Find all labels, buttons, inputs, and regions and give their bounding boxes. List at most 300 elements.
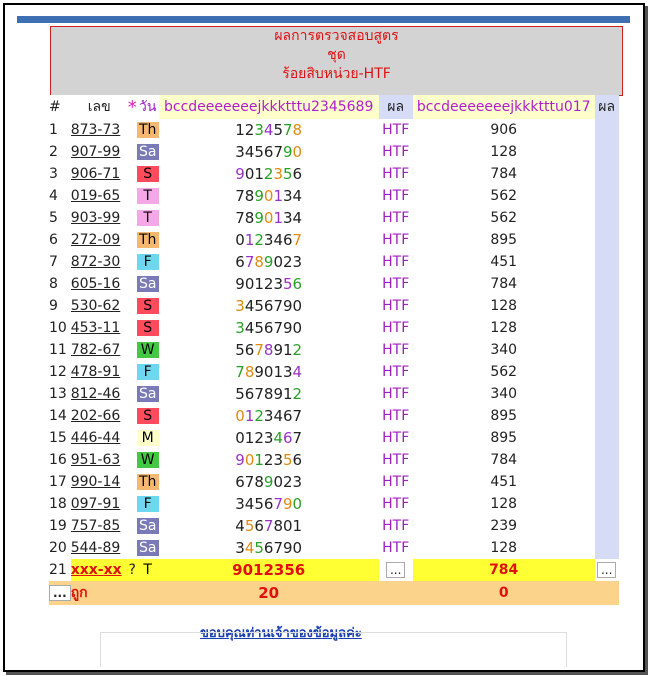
row-number-cell xyxy=(71,559,128,581)
row-value: 128 xyxy=(490,540,518,556)
row-result: HTF xyxy=(382,474,410,490)
digit-group: 0 xyxy=(235,231,245,249)
digit-group: 9 xyxy=(254,209,264,227)
digit-group: 678 xyxy=(235,473,264,491)
digit-group: 5678 xyxy=(235,385,274,403)
row-end-cell xyxy=(595,361,619,383)
row-day-cell xyxy=(137,163,159,185)
row-number-cell xyxy=(71,251,128,273)
expand-button[interactable]: ... xyxy=(597,562,616,578)
row-number-cell xyxy=(71,119,128,141)
row-digits xyxy=(159,317,379,339)
table-row xyxy=(49,361,619,383)
row-number-link[interactable]: 530-62 xyxy=(70,298,121,314)
row-number-link[interactable]: 097-91 xyxy=(70,496,121,512)
row-day-cell xyxy=(137,515,159,537)
row-number-link[interactable]: 272-09 xyxy=(70,232,121,248)
row-number-link[interactable]: 990-14 xyxy=(70,474,121,490)
row-result: HTF xyxy=(382,298,410,314)
row-day-cell xyxy=(137,471,159,493)
summary-dots-cell xyxy=(49,581,71,605)
row-result: HTF xyxy=(382,188,410,204)
row-marker xyxy=(128,471,137,493)
row-digits xyxy=(159,449,379,471)
row-marker xyxy=(128,427,137,449)
digit-group: 456 xyxy=(244,297,274,315)
row-digits: 9012356 xyxy=(159,559,379,581)
table-row xyxy=(49,317,619,339)
summary-expand-button[interactable]: ... xyxy=(49,585,71,601)
row-value: 895 xyxy=(490,408,518,424)
digit-group: 4 xyxy=(235,517,245,535)
digit-group: 6 xyxy=(235,253,245,271)
header-star: * xyxy=(127,96,137,118)
row-end-cell xyxy=(595,471,619,493)
row-value: 784 xyxy=(490,276,518,292)
table-row xyxy=(49,471,619,493)
digit-group: 1 xyxy=(273,363,283,381)
table-row xyxy=(49,493,619,515)
row-marker xyxy=(128,405,137,427)
row-number-link[interactable]: 812-46 xyxy=(70,386,121,402)
row-day-cell xyxy=(137,405,159,427)
row-day-cell xyxy=(137,361,159,383)
row-digits xyxy=(159,471,379,493)
row-end-cell xyxy=(595,141,619,163)
row-index: 20 xyxy=(49,540,67,556)
digit-group: 0 xyxy=(292,143,303,161)
row-index: 6 xyxy=(49,232,58,248)
row-result: HTF xyxy=(382,408,410,424)
summary-empty xyxy=(595,581,619,605)
row-day-cell xyxy=(137,383,159,405)
row-value: 451 xyxy=(490,474,518,490)
digit-group: 5 xyxy=(283,451,293,469)
row-index: 3 xyxy=(49,166,58,182)
digit-group: 0 xyxy=(263,209,274,227)
header-result: ผล xyxy=(379,95,413,119)
row-end-cell xyxy=(595,427,619,449)
row-result: HTF xyxy=(382,364,410,380)
row-result: HTF xyxy=(382,452,410,468)
digit-group: 9 xyxy=(283,143,293,161)
row-value: 562 xyxy=(490,210,518,226)
row-number-link[interactable]: 478-91 xyxy=(70,364,121,380)
row-digits xyxy=(159,493,379,515)
row-number-link[interactable]: 453-11 xyxy=(70,320,121,336)
row-end-cell xyxy=(595,515,619,537)
digit-group: 7 xyxy=(292,429,303,447)
row-result: HTF xyxy=(382,540,410,556)
digit-group: 2 xyxy=(254,231,264,249)
summary-count-1: 20 xyxy=(159,581,379,605)
title-box xyxy=(50,26,623,96)
digit-group: 3 xyxy=(292,253,303,271)
day-badge: F xyxy=(137,364,159,380)
title-line-3: ร้อยสิบหน่วย-HTF xyxy=(282,66,391,82)
expand-button[interactable]: ... xyxy=(386,562,405,578)
digit-group: 7 xyxy=(263,517,274,535)
digit-group: 3 xyxy=(273,275,283,293)
row-number-link[interactable]: 873-73 xyxy=(70,122,121,138)
digit-group: 2 xyxy=(254,407,264,425)
row-result-cell xyxy=(379,559,413,581)
row-number-link[interactable]: 757-85 xyxy=(70,518,121,534)
row-index: 18 xyxy=(49,496,67,512)
row-index: 10 xyxy=(49,320,67,336)
table-row xyxy=(49,229,619,251)
row-value: 784 xyxy=(413,559,595,581)
row-digits xyxy=(159,383,379,405)
row-end-cell xyxy=(595,405,619,427)
row-marker xyxy=(128,317,137,339)
row-result: HTF xyxy=(382,254,410,270)
row-value: 128 xyxy=(490,320,518,336)
row-number-link[interactable]: 782-67 xyxy=(70,342,121,358)
digit-group: 3 xyxy=(263,231,274,249)
row-number-cell xyxy=(71,317,128,339)
table-row xyxy=(49,449,619,471)
row-result: HTF xyxy=(382,276,410,292)
row-number-cell xyxy=(71,185,128,207)
row-number-link[interactable]: 906-71 xyxy=(70,166,121,182)
digit-group: 78 xyxy=(235,209,255,227)
digit-group: 5 xyxy=(283,165,293,183)
table-row xyxy=(49,537,619,559)
row-number-link[interactable]: 872-30 xyxy=(70,254,121,270)
row-day-cell xyxy=(137,339,159,361)
header-values: bccdeeeeeeejkkktttu017 xyxy=(413,95,595,119)
row-index: 14 xyxy=(49,408,67,424)
table-row xyxy=(49,251,619,273)
day-badge: Sa xyxy=(137,518,159,534)
row-value: 128 xyxy=(490,298,518,314)
digit-group: 9 xyxy=(235,165,245,183)
title-line-1: ผลการตรวจสอบสูตร xyxy=(274,28,399,44)
digit-group: 3 xyxy=(235,539,245,557)
row-marker xyxy=(128,361,137,383)
row-marker xyxy=(128,251,137,273)
row-marker xyxy=(128,207,137,229)
digit-group: 7 xyxy=(273,297,283,315)
row-result: HTF xyxy=(382,386,410,402)
day-badge: Sa xyxy=(137,540,159,556)
row-digits xyxy=(159,361,379,383)
row-end-cell xyxy=(595,207,619,229)
row-digits xyxy=(159,251,379,273)
header-day: วัน xyxy=(137,95,159,119)
row-marker xyxy=(128,493,137,515)
digit-group: 12 xyxy=(235,121,255,139)
row-end-cell xyxy=(595,339,619,361)
digit-group: 0 xyxy=(273,473,283,491)
digit-group: 0 xyxy=(263,363,274,381)
row-number-cell xyxy=(71,273,128,295)
row-index: 13 xyxy=(49,386,67,402)
row-number-link[interactable]: 605-16 xyxy=(70,276,121,292)
day-badge: S xyxy=(137,320,159,336)
row-end-cell xyxy=(595,383,619,405)
row-value: 128 xyxy=(490,496,518,512)
row-marker xyxy=(128,163,137,185)
row-marker xyxy=(128,141,137,163)
row-number-link[interactable]: 903-99 xyxy=(70,210,121,226)
digit-group: 1 xyxy=(273,209,283,227)
digit-group: 9 xyxy=(235,451,245,469)
digit-group: 0 xyxy=(273,253,283,271)
row-number-cell xyxy=(71,383,128,405)
digit-group: 3467 xyxy=(263,407,303,425)
digit-group: 6 xyxy=(283,429,293,447)
digit-group: 8 xyxy=(244,363,255,381)
digit-group: 7 xyxy=(273,495,283,513)
row-marker xyxy=(128,119,137,141)
digit-group: 0 xyxy=(235,407,245,425)
digit-group: 7 xyxy=(292,231,303,249)
row-number-link[interactable]: xxx-xx xyxy=(70,562,122,578)
row-value: 128 xyxy=(490,144,518,160)
digit-group: 9 xyxy=(263,473,274,491)
row-number-link[interactable]: 019-65 xyxy=(70,188,121,204)
day-badge: Sa xyxy=(137,276,159,292)
digit-group: 4 xyxy=(273,231,283,249)
day-badge: Th xyxy=(137,232,159,248)
row-end-cell xyxy=(595,185,619,207)
digit-group: 1 xyxy=(273,187,283,205)
day-badge: Sa xyxy=(137,386,159,402)
digit-group: 8 xyxy=(254,253,264,271)
row-number-cell xyxy=(71,405,128,427)
row-number-link[interactable]: 907-99 xyxy=(70,144,121,160)
row-index: 12 xyxy=(49,364,67,380)
digit-group: 4 xyxy=(273,429,283,447)
row-value: 340 xyxy=(490,342,518,358)
digit-group: 3456 xyxy=(235,495,274,513)
row-digits xyxy=(159,339,379,361)
row-marker xyxy=(128,295,137,317)
day-badge: Th xyxy=(137,474,159,490)
row-value: 239 xyxy=(490,518,518,534)
row-day-cell xyxy=(137,449,159,471)
table-row-pending xyxy=(49,559,619,581)
digit-group: 4 xyxy=(263,121,274,139)
row-end-cell xyxy=(595,229,619,251)
digit-group: 2 xyxy=(263,165,274,183)
digit-group: 6 xyxy=(292,451,303,469)
day-badge: F xyxy=(137,254,159,270)
row-result: HTF xyxy=(382,122,410,138)
row-number-cell xyxy=(71,295,128,317)
row-result: HTF xyxy=(382,430,410,446)
row-marker xyxy=(128,515,137,537)
row-value: 906 xyxy=(490,122,518,138)
day-badge: S xyxy=(137,166,159,182)
digit-group: 7 xyxy=(235,363,245,381)
row-digits xyxy=(159,427,379,449)
row-end-cell xyxy=(595,251,619,273)
row-number-cell xyxy=(71,163,128,185)
row-day-cell xyxy=(137,295,159,317)
digit-group: 6790 xyxy=(263,539,303,557)
digit-group: 1 xyxy=(283,341,293,359)
row-end-cell xyxy=(595,449,619,471)
thanks-link[interactable]: ขอบคุณท่านเจ้าของข้อมูลค่ะ xyxy=(200,626,362,641)
row-value: 340 xyxy=(490,386,518,402)
row-index: 21 xyxy=(49,559,71,581)
row-day-cell xyxy=(137,273,159,295)
digit-group: 6 xyxy=(254,517,264,535)
row-marker xyxy=(128,383,137,405)
summary-label: ถูก xyxy=(71,581,128,605)
summary-row xyxy=(49,581,619,605)
table-row xyxy=(49,273,619,295)
digit-group: 3 xyxy=(292,473,303,491)
row-end-cell xyxy=(595,559,619,581)
header-digits: bccdeeeeeeejkkktttu2345689 xyxy=(159,95,379,119)
row-index: 7 xyxy=(49,254,58,270)
row-digits xyxy=(159,229,379,251)
row-number-cell xyxy=(71,361,128,383)
summary-empty xyxy=(128,581,137,605)
digit-group: 34 xyxy=(283,187,303,205)
row-number-link[interactable]: 202-66 xyxy=(70,408,121,424)
row-index: 4 xyxy=(49,188,58,204)
digit-group: 7 xyxy=(244,253,255,271)
day-badge: Th xyxy=(137,122,159,138)
table-row xyxy=(49,295,619,317)
digit-group: 2 xyxy=(263,451,274,469)
digit-group: 3 xyxy=(235,319,245,337)
row-value: 451 xyxy=(490,254,518,270)
results-table xyxy=(49,95,619,605)
digit-group: 1 xyxy=(283,385,293,403)
digit-group: 2 xyxy=(292,385,303,403)
row-day-cell xyxy=(137,537,159,559)
row-day-cell xyxy=(137,185,159,207)
row-number-link[interactable]: 951-63 xyxy=(70,452,121,468)
row-digits xyxy=(159,405,379,427)
digit-group: 56 xyxy=(235,341,255,359)
digit-group: 2 xyxy=(263,275,274,293)
row-number-cell xyxy=(71,537,128,559)
row-index: 15 xyxy=(49,430,67,446)
row-end-cell xyxy=(595,119,619,141)
summary-count-2: 0 xyxy=(413,581,595,605)
day-badge: S xyxy=(137,408,159,424)
row-number-cell xyxy=(71,515,128,537)
table-row xyxy=(49,141,619,163)
row-result: HTF xyxy=(382,144,410,160)
digit-group: 9 xyxy=(273,385,283,403)
row-number-link[interactable]: 446-44 xyxy=(70,430,121,446)
header-number: เลข xyxy=(71,95,128,119)
row-number-cell xyxy=(71,207,128,229)
digit-group: 01 xyxy=(244,165,264,183)
row-index: 8 xyxy=(49,276,58,292)
table-row xyxy=(49,383,619,405)
table-row xyxy=(49,207,619,229)
digit-group: 0123 xyxy=(235,429,274,447)
row-index: 2 xyxy=(49,144,58,160)
row-digits xyxy=(159,537,379,559)
digit-group: 1 xyxy=(254,275,264,293)
row-day-cell xyxy=(137,493,159,515)
row-number-cell xyxy=(71,493,128,515)
row-digits xyxy=(159,207,379,229)
digit-group: 3 xyxy=(235,297,245,315)
digit-group: 5 xyxy=(283,275,293,293)
digit-group: 9 xyxy=(235,275,245,293)
row-end-cell xyxy=(595,295,619,317)
row-result: HTF xyxy=(382,518,410,534)
row-digits xyxy=(159,163,379,185)
bottom-panel xyxy=(100,632,567,667)
header-index: # xyxy=(49,95,71,119)
digit-group: 9 xyxy=(263,253,274,271)
row-number-cell xyxy=(71,141,128,163)
row-number-link[interactable]: 544-89 xyxy=(70,540,121,556)
digit-group: 0 xyxy=(244,275,255,293)
day-badge: W xyxy=(137,452,159,468)
digit-group: 456790 xyxy=(244,319,303,337)
digit-group: 7 xyxy=(254,341,264,359)
row-marker xyxy=(128,339,137,361)
row-index: 19 xyxy=(49,518,67,534)
row-marker xyxy=(128,229,137,251)
digit-group: 4 xyxy=(292,363,303,381)
row-number-cell xyxy=(71,427,128,449)
digit-group: 4 xyxy=(244,539,255,557)
digit-group: 801 xyxy=(273,517,303,535)
digit-group: 0 xyxy=(292,495,303,513)
day-badge: T xyxy=(137,210,159,226)
row-number-cell xyxy=(71,449,128,471)
digit-group: 34567 xyxy=(235,143,283,161)
table-row xyxy=(49,185,619,207)
table-row xyxy=(49,515,619,537)
row-index: 11 xyxy=(49,342,67,358)
digit-group: 2 xyxy=(283,473,293,491)
title-line-2: ชุด xyxy=(327,47,346,63)
digit-group: 0 xyxy=(263,187,274,205)
row-digits xyxy=(159,515,379,537)
row-marker xyxy=(128,185,137,207)
digit-group: 78 xyxy=(235,187,255,205)
row-result: HTF xyxy=(382,496,410,512)
day-badge: T xyxy=(137,188,159,204)
digit-group: 1 xyxy=(244,407,255,425)
digit-group: 8 xyxy=(263,341,274,359)
row-day-cell xyxy=(137,317,159,339)
row-index: 5 xyxy=(49,210,58,226)
day-badge: Sa xyxy=(137,144,159,160)
digit-group: 3 xyxy=(273,451,283,469)
table-row xyxy=(49,163,619,185)
digit-group: 6 xyxy=(292,165,303,183)
row-number-cell xyxy=(71,229,128,251)
digit-group: 3 xyxy=(283,363,293,381)
row-marker xyxy=(128,537,137,559)
digit-group: 0 xyxy=(292,297,303,315)
digit-group: 7 xyxy=(283,121,293,139)
row-digits xyxy=(159,295,379,317)
row-end-cell xyxy=(595,317,619,339)
row-result: HTF xyxy=(382,166,410,182)
row-index: 16 xyxy=(49,452,67,468)
digit-group: 1 xyxy=(244,231,255,249)
digit-group: 9 xyxy=(273,341,283,359)
row-digits xyxy=(159,141,379,163)
